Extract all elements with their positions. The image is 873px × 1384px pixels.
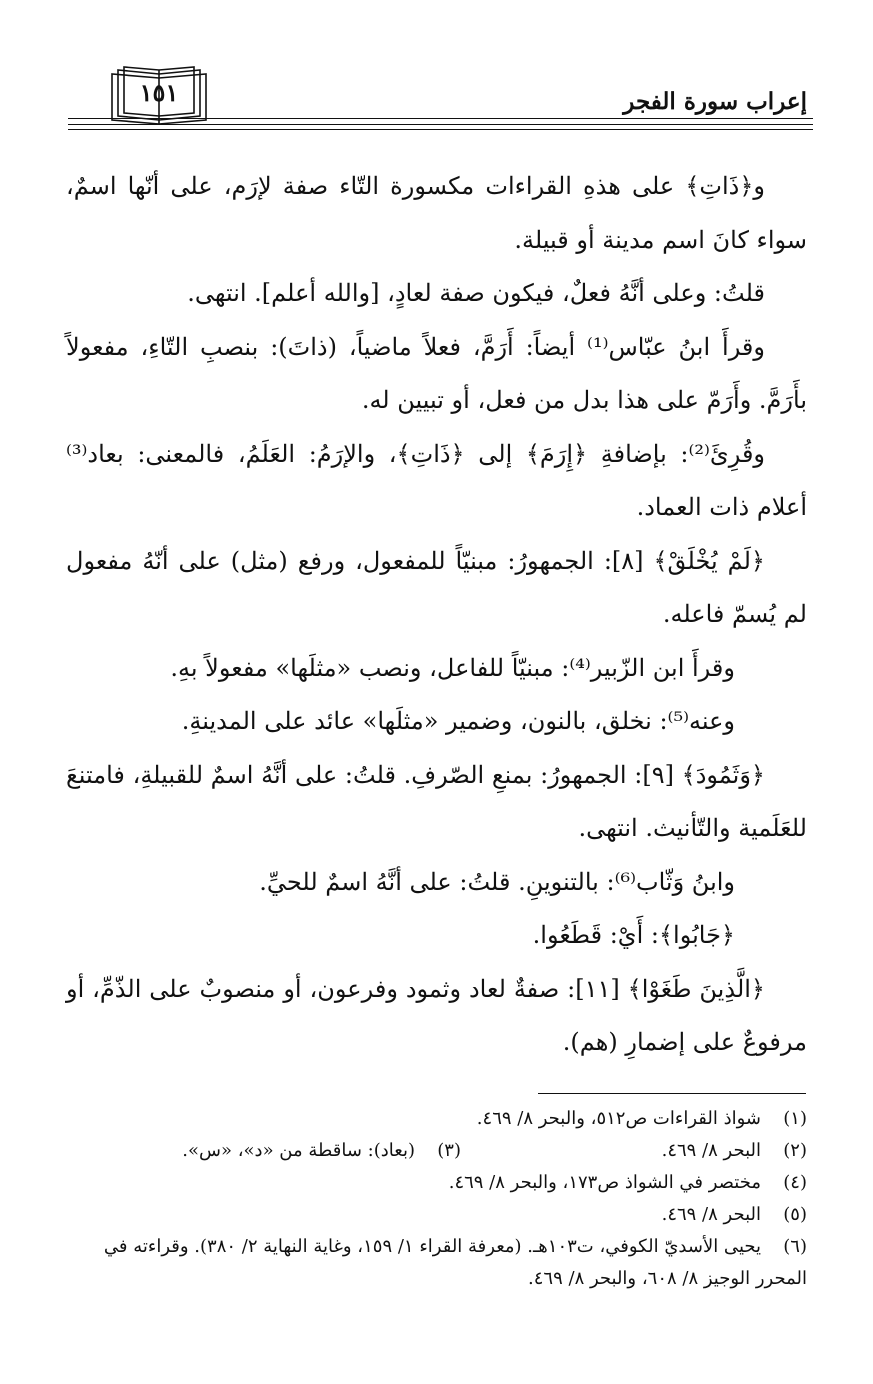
chapter-title: إعراب سورة الفجر bbox=[623, 88, 807, 115]
footnote-number: (٤) bbox=[783, 1172, 807, 1193]
paragraph: وقرأَ ابن الزّبير⁽⁴⁾: مبنيّاً للفاعل، ونصب «مثلَها» مفعولاً بهِ. bbox=[170, 653, 735, 682]
paragraph: قلتُ: وعلى أنَّهُ فعلٌ، فيكون صفة لعادٍ، [والله أعلم]. انتهى. bbox=[187, 279, 765, 307]
footnote-text: البحر ٨/ ٤٦٩. bbox=[661, 1204, 761, 1225]
footnote-number: (٢) bbox=[783, 1140, 807, 1161]
paragraph: ﴿جَابُوا﴾: أَيْ: قَطَعُوا. bbox=[532, 921, 735, 949]
paragraph: وعنه⁽⁵⁾: نخلق، بالنون، وضمير «مثلَها» عائد على المدينةِ. bbox=[181, 707, 735, 735]
header-rule bbox=[68, 124, 813, 125]
header-rule bbox=[68, 118, 813, 119]
footnote bbox=[66, 1199, 807, 1231]
footnote-text: شواذ القراءات ص٥١٢، والبحر ٨/ ٤٦٩. bbox=[476, 1108, 761, 1129]
footnote bbox=[66, 1135, 807, 1167]
footnote bbox=[66, 1231, 807, 1295]
footnote-text: (بعاد): ساقطة من «د»، «س». bbox=[182, 1140, 415, 1161]
paragraph: وقُرِئَ⁽²⁾: بإضافةِ ﴿إِرَمَ﴾ إلى ﴿ذَاتِ﴾، والإرَمُ: العَلَمُ، فالمعنى: بعاد⁽³⁾ أعلام ذات العماد. bbox=[66, 439, 807, 521]
paragraph: ﴿لَمْ يُخْلَقْ﴾ [٨]: الجمهورُ: مبنيّاً للمفعول، ورفع (مثل) على أنّهُ مفعول لم يُسمّ فاعله. bbox=[66, 546, 807, 628]
footnote bbox=[66, 1167, 807, 1199]
paragraph: ﴿وَثَمُودَ﴾ [٩]: الجمهورُ: بمنعِ الصّرفِ. قلتُ: على أنَّهُ اسمٌ للقبيلةِ، فامتنعَ للعَلَمية والتّأنيث. انتهى. bbox=[66, 760, 807, 842]
footnote-number: (٥) bbox=[783, 1204, 807, 1225]
header-rule bbox=[68, 129, 813, 130]
main-text bbox=[66, 160, 807, 1070]
paragraph: وقرأَ ابنُ عبّاس⁽¹⁾ أيضاً: أَرَمَّ، فعلاً ماضياً، (ذاتَ): بنصبِ التّاءِ، مفعولاً بأَرَمَّ. وأَرَمّ على هذا بدل من فعل، أو تبيين له. bbox=[66, 332, 807, 414]
footnote-number: (٦) bbox=[783, 1236, 807, 1257]
paragraph: ﴿الَّذِينَ طَغَوْا﴾ [١١]: صفةٌ لعاد وثمود وفرعون، أو منصوبٌ على الذّمِّ، أو مرفوعٌ على إضمارِ (هم). bbox=[66, 974, 807, 1056]
footnotes bbox=[66, 1103, 807, 1295]
footnote-text: البحر ٨/ ٤٦٩. bbox=[661, 1140, 761, 1161]
footnote-text: مختصر في الشواذ ص١٧٣، والبحر ٨/ ٤٦٩. bbox=[448, 1172, 761, 1193]
footnote bbox=[66, 1103, 807, 1135]
paragraph: و﴿ذَاتِ﴾ على هذهِ القراءات مكسورة التّاء صفة لإرَم، على أنّها اسمٌ، سواء كانَ اسم مدينة أو قبيلة. bbox=[66, 172, 807, 254]
paragraph: وابنُ وَثّاب⁽⁶⁾: بالتنوينِ. قلتُ: على أنَّهُ اسمٌ للحيِّ. bbox=[259, 867, 735, 896]
footnote-number: (٣) bbox=[437, 1140, 461, 1161]
footnote-text: يحيى الأسديّ الكوفي، ت١٠٣هـ. (معرفة القراء ١/ ١٥٩، وغاية النهاية ٢/ ٣٨٠). وقراءته في المحرر الوجيز ٨/ ٦٠٨، والبحر ٨/ ٤٦٩. bbox=[103, 1236, 807, 1289]
page-number: ١٥١ bbox=[139, 78, 179, 107]
footnote-separator bbox=[538, 1093, 806, 1094]
footnote-number: (١) bbox=[783, 1108, 807, 1129]
